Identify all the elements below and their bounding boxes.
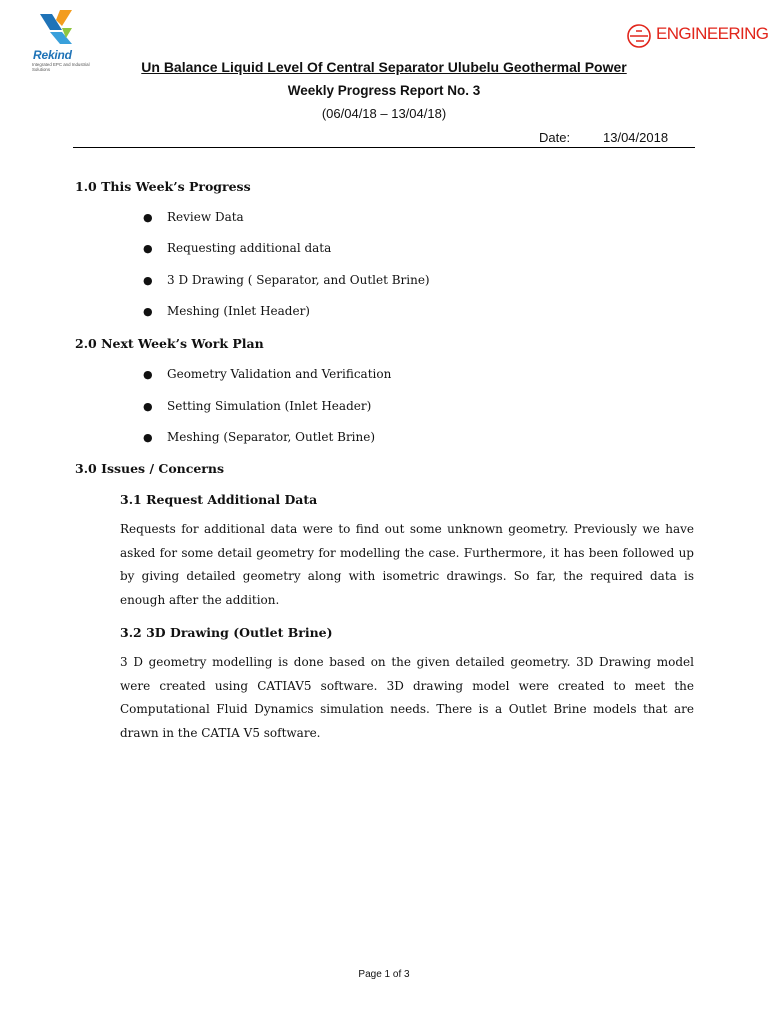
list-item xyxy=(143,273,430,287)
rekind-emblem-icon xyxy=(36,8,78,46)
list-item xyxy=(143,367,391,381)
engineering-brand: ENGINEERING xyxy=(656,24,768,43)
subsection-request-heading: 3.1 Request Additional Data xyxy=(120,492,318,507)
engineering-logo xyxy=(626,23,768,49)
bullet-icon: ● xyxy=(143,431,153,444)
subsection-drawing-text: 3 D geometry modelling is done based on the given detailed geometry. 3D Drawing model were created using CATIAV5 software. 3D drawing model were created to meet the Computational Fluid Dynamics simulation needs. There is a Outlet Brine models that are drawn in the CATIA V5 software. xyxy=(120,655,694,740)
list-item-text: Requesting additional data xyxy=(167,241,332,255)
list-item xyxy=(143,241,331,255)
report-subtitle: Weekly Progress Report No. 3 xyxy=(287,83,481,98)
section-issues-heading: 3.0 Issues / Concerns xyxy=(75,461,225,476)
bullet-icon: ● xyxy=(143,368,153,381)
rekind-brand: Rekind xyxy=(33,48,72,62)
list-item xyxy=(143,210,244,224)
list-item xyxy=(143,399,371,413)
list-item-text: 3 D Drawing ( Separator, and Outlet Brine) xyxy=(167,273,430,287)
bullet-icon: ● xyxy=(143,242,153,255)
list-item xyxy=(143,304,310,318)
list-item-text: Meshing (Inlet Header) xyxy=(167,304,310,318)
list-item-text: Meshing (Separator, Outlet Brine) xyxy=(167,430,376,444)
bullet-icon: ● xyxy=(143,305,153,318)
subsection-request-text: Requests for additional data were to find out some unknown geometry. Previously we have asked for some detail geometry for modelling the case. Furthermore, it has been followed up by giving detailed geometry along with isometric drawings. So far, the required data is enough after the addition. xyxy=(120,522,694,607)
report-title: Un Balance Liquid Level Of Central Separator Ulubelu Geothermal Power xyxy=(141,59,627,75)
report-period: (06/04/18 – 13/04/18) xyxy=(321,106,447,121)
list-item xyxy=(143,430,375,444)
list-item-text: Review Data xyxy=(167,210,244,224)
page-number: Page 1 of 3 xyxy=(358,969,410,980)
date-value: 13/04/2018 xyxy=(603,130,669,145)
engineering-emblem-icon xyxy=(626,23,654,49)
bullet-icon: ● xyxy=(143,274,153,287)
bullet-icon: ● xyxy=(143,400,153,413)
header-divider xyxy=(73,147,695,148)
rekind-tagline: Integrated EPC and Industrial Solutions xyxy=(32,62,90,72)
section-progress-heading: 1.0 This Week’s Progress xyxy=(75,179,251,194)
bullet-icon: ● xyxy=(143,211,153,224)
list-item-text: Setting Simulation (Inlet Header) xyxy=(167,399,372,413)
list-item-text: Geometry Validation and Verification xyxy=(167,367,392,381)
section-plan-heading: 2.0 Next Week’s Work Plan xyxy=(75,336,264,351)
subsection-drawing-heading: 3.2 3D Drawing (Outlet Brine) xyxy=(120,625,333,640)
date-label: Date: xyxy=(539,130,571,145)
